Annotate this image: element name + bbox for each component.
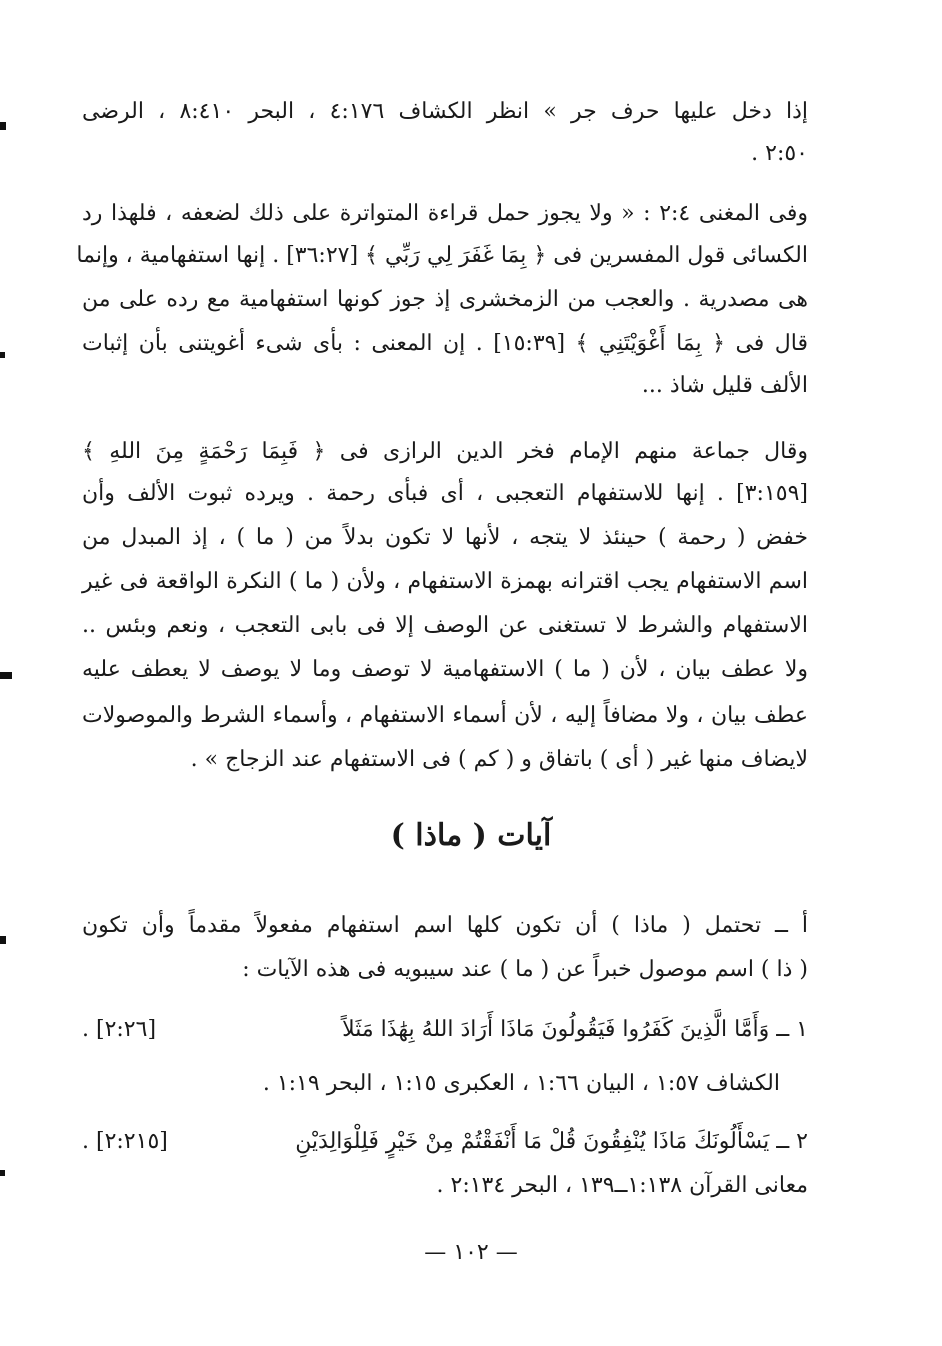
source-note: معانى القرآن ١:١٣٨ــ١٣٩ ، البحر ٢:١٣٤ . (436, 1173, 808, 1198)
paragraph-line: ( ذا ) اسم موصول خبراً عن ( ما ) عند سيبويه فى هذه الآيات : (242, 957, 808, 982)
margin-mark (0, 122, 6, 130)
verse-line: ٢ ــ يَسْأَلُونَكَ مَاذَا يُنْفِقُونَ قُلْ مَا أَنْفَقْتُمْ مِنْ خَيْرٍ فَلِلْوَالِدَيْنِ (295, 1129, 808, 1154)
paragraph-line: الكسائى قول المفسرين فى ﴿ بِمَا غَفَرَ لِي رَبِّي ﴾ [٣٦:٢٧] . إنها استفهامية ، وإنما (76, 243, 808, 268)
verse-line: ١ ــ وَأَمَّا الَّذِينَ كَفَرُوا فَيَقُولُونَ مَاذَا أَرَادَ اللهُ بِهَٰذَا مَثَلاً (342, 1017, 808, 1042)
page-number: — ١٠٢ — (424, 1240, 518, 1265)
paragraph-line: ولا عطف بيان ، لأن ( ما ) الاستفهامية لا توصف وما لا يوصف لا يعطف عليه (82, 657, 808, 682)
paragraph-line: وفى المغنى ٢:٤ : « ولا يجوز حمل قراءة المتواترة على ذلك لضعفه ، فلهذا رد (82, 201, 808, 226)
margin-mark (0, 672, 12, 679)
paragraph-line: قال فى ﴿ بِمَا أَغْوَيْتَنِي ﴾ [١٥:٣٩] . إن المعنى : بأى شىء أغويتنى بأن إثبات (82, 331, 808, 356)
margin-mark (0, 1170, 5, 1176)
paragraph-line: وقال جماعة منهم الإمام فخر الدين الرازى فى ﴿ فَبِمَا رَحْمَةٍ مِنَ اللهِ ﴾ (82, 439, 808, 464)
verse-reference: [٢:٢٦] . (82, 1017, 157, 1042)
paragraph-line: إذا دخل عليها حرف جر » انظر الكشاف ٤:١٧٦ ، البحر ٨:٤١٠ ، الرضى (82, 99, 808, 124)
paragraph-line: الاستفهام والشرط لا تستغنى عن الوصف إلا فى بابى التعجب ، ونعم وبئس .. (82, 613, 808, 638)
paragraph-line: [٣:١٥٩] . إنها للاستفهام التعجبى ، أى فبأى رحمة . ويرده ثبوت الألف وأن (82, 481, 808, 506)
paragraph-line: هى مصدرية . والعجب من الزمخشرى إذ جوز كونها استفهامية مع رده على من (82, 287, 808, 312)
margin-mark (0, 936, 6, 944)
paragraph-line: لايضاف منها غير ( أى ) باتفاق و ( كم ) فى الاستفهام عند الزجاج » . (190, 747, 808, 772)
verse-reference: [٢:٢١٥] . (82, 1129, 168, 1154)
paragraph-line: الألف قليل شاذ ... (641, 373, 808, 398)
paragraph-line: اسم الاستفهام يجب اقترانه بهمزة الاستفهام ، ولأن ( ما ) النكرة الواقعة فى غير (82, 569, 808, 594)
paragraph-line: عطف بيان ، ولا مضافاً إليه ، لأن أسماء الاستفهام ، وأسماء الشرط والموصولات (82, 703, 808, 728)
section-heading: آيات ( ماذا ) (390, 818, 552, 853)
paragraph-line: خفض ( رحمة ) حينئذ لا يتجه ، لأنها لا تكون بدلاً من ( ما ) ، إذ المبدل من (82, 525, 808, 550)
paragraph-line: ٢:٥٠ . (751, 141, 808, 166)
source-note: الكشاف ١:٥٧ ، البيان ١:٦٦ ، العكبرى ١:١٥ ، البحر ١:١٩ . (262, 1071, 780, 1096)
paragraph-line: أ ــ تحتمل ( ماذا ) أن تكون كلها اسم استفهام مفعولاً مقدماً وأن تكون (82, 913, 808, 938)
margin-mark (0, 352, 5, 358)
